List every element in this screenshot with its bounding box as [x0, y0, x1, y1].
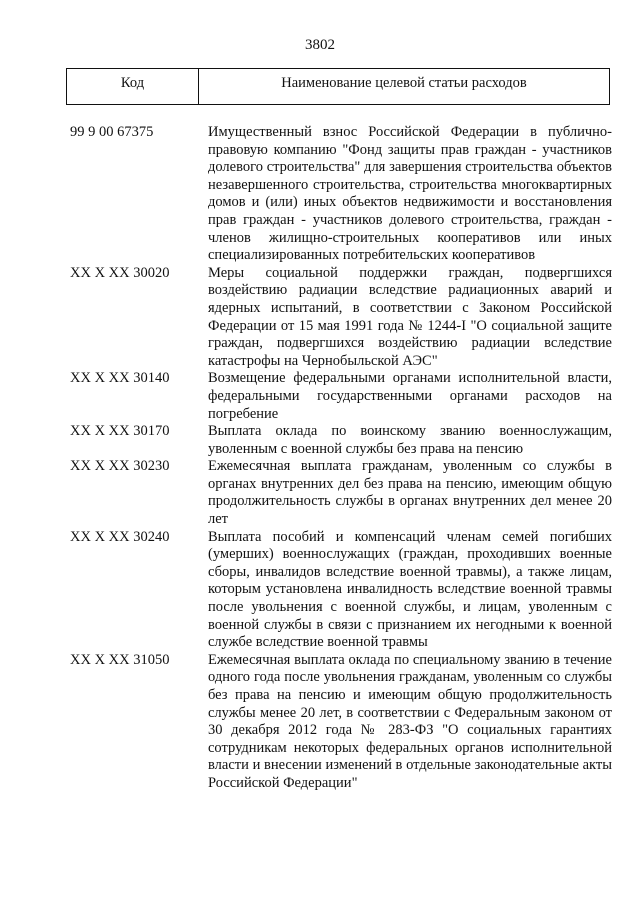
row-description: Ежемесячная выплата оклада по специальному званию в течение одного года после увольнения гражданам, уволенным со службы без права на пенсию и имеющим общую продолжительность службы менее 20 лет, в соответствии с Федеральным законом от 30 декабря 2012 года № 283-ФЗ "О социальных гарантиях сотрудникам некоторых федеральных органов исполнительной власти и внесении изменений в отдельные законодательные акты Российской Федерации"	[208, 651, 612, 791]
header-code: Код	[67, 69, 199, 104]
table-row	[66, 652, 616, 793]
row-code: 99 9 00 67375	[70, 124, 154, 140]
row-code: XX X XX 31050	[70, 651, 170, 668]
row-description: Имущественный взнос Российской Федерации в публично-правовую компанию "Фонд защиты прав граждан - участников долевого строительства" для завершения строительства объектов незавершенного строительства, строительства многоквартирных домов и (или) иных объектов недвижимости и восстановления прав граждан - участников долевого строительства, граждан - членов жилищно-строительных кооперативов или иных специализированных потребительских кооперативов	[208, 124, 612, 264]
row-description: Выплата пособий и компенсаций членам семей погибших (умерших) военнослужащих (граждан, проходивших военные сборы, инвалидов вследствие военной травмы), а также лицам, которым установлена инвалидность вследствие военной травмы после увольнения с военной службы, и лицам, уволенным с военной службы в связи с признанием их негодными к военной службе вследствие военной травмы	[208, 528, 612, 651]
table-header	[66, 68, 610, 105]
row-code: XX X XX 30020	[70, 264, 170, 281]
row-description: Выплата оклада по воинскому званию военнослужащим, уволенным с военной службы без права на пенсию	[208, 423, 612, 457]
table-row	[66, 423, 616, 458]
header-name: Наименование целевой статьи расходов	[281, 75, 527, 91]
row-description: Возмещение федеральными органами исполнительной власти, федеральными государственными органами расходов на погребение	[208, 370, 612, 422]
table-row	[66, 370, 616, 423]
row-description: Ежемесячная выплата гражданам, уволенным со службы в органах внутренних дел без права на пенсию, имеющим общую продолжительность службы в органах внутренних дел менее 20 лет	[208, 458, 612, 528]
table-row	[66, 529, 616, 652]
row-code: XX X XX 30170	[70, 423, 170, 440]
table-row	[66, 124, 616, 265]
table-row	[66, 265, 616, 371]
page-number: 3802	[305, 37, 335, 53]
table-row	[66, 458, 616, 528]
budget-items-list	[66, 124, 616, 793]
row-code: XX X XX 30240	[70, 528, 170, 545]
row-code: XX X XX 30230	[70, 458, 170, 475]
row-code: XX X XX 30140	[70, 370, 170, 387]
row-description: Меры социальной поддержки граждан, подвергшихся воздействию радиации вследствие радиационных аварий и ядерных испытаний, в соответствии с Законом Российской Федерации от 15 мая 1991 года № 1244-I "О социальной защите граждан, подвергшихся воздействию радиации вследствие катастрофы на Чернобыльской АЭС"	[208, 264, 612, 369]
